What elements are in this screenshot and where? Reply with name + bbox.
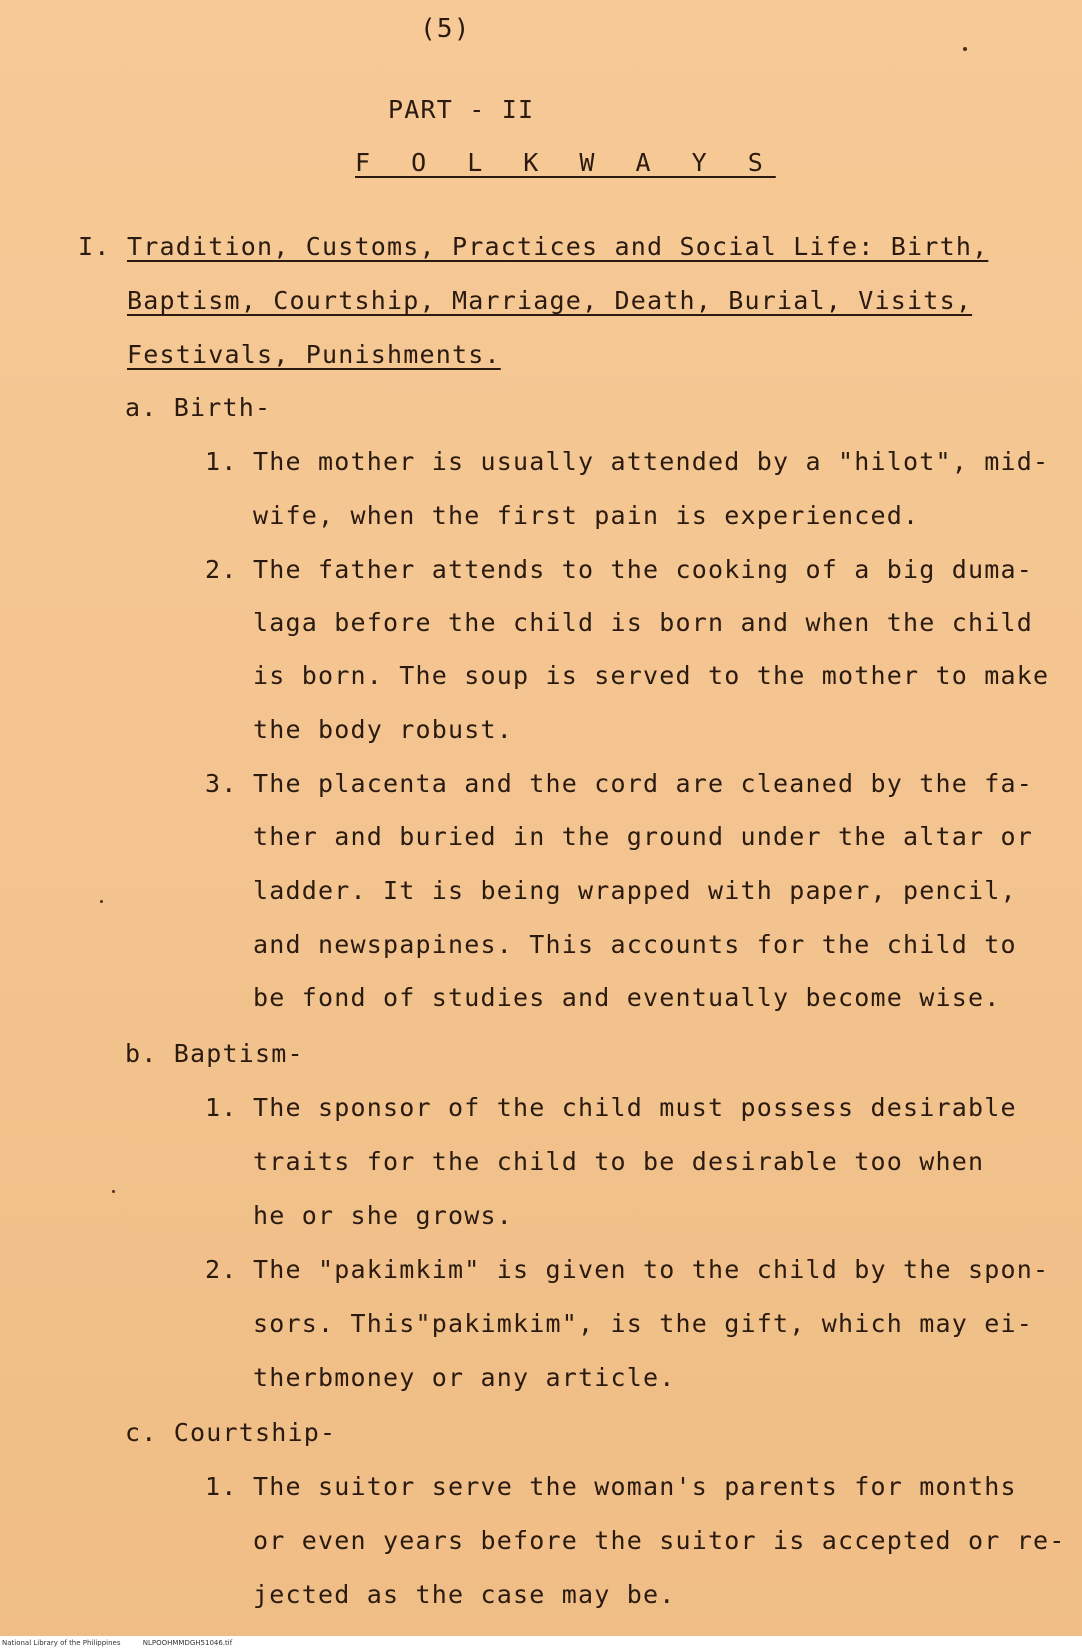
item-line: wife, when the first pain is experienced. bbox=[253, 501, 920, 530]
item-line: therbmoney or any article. bbox=[253, 1363, 676, 1392]
item-line: The mother is usually attended by a "hilot", mid- bbox=[253, 447, 1050, 476]
paper-speck bbox=[100, 900, 103, 903]
item-line: ther and buried in the ground under the altar or bbox=[253, 822, 1034, 851]
paper-speck bbox=[963, 47, 967, 51]
item-line: The father attends to the cooking of a big duma- bbox=[253, 555, 1034, 584]
footer-library: National Library of the Philippines bbox=[2, 1639, 121, 1647]
item-line: The suitor serve the woman's parents for months bbox=[253, 1472, 1017, 1501]
item-line: is born. The soup is served to the mother to make bbox=[253, 661, 1050, 690]
item-number: 3. bbox=[205, 769, 238, 798]
item-number: 1. bbox=[205, 1472, 238, 1501]
item-line: The placenta and the cord are cleaned by the fa- bbox=[253, 769, 1034, 798]
page-number: (5) bbox=[420, 14, 471, 44]
part-heading: PART - II bbox=[388, 95, 535, 124]
item-line: the body robust. bbox=[253, 715, 514, 744]
item-line: traits for the child to be desirable too when bbox=[253, 1147, 985, 1176]
topic-line: Tradition, Customs, Practices and Social Life: Birth, bbox=[127, 232, 989, 261]
item-number: 2. bbox=[205, 1255, 238, 1284]
scan-footer bbox=[0, 1636, 1082, 1650]
topic-line: Baptism, Courtship, Marriage, Death, Burial, Visits, bbox=[127, 286, 973, 315]
item-number: 1. bbox=[205, 1093, 238, 1122]
item-line: or even years before the suitor is accepted or re- bbox=[253, 1526, 1066, 1555]
section-title: F O L K W A Y S bbox=[355, 148, 776, 177]
item-line: he or she grows. bbox=[253, 1201, 514, 1230]
item-line: laga before the child is born and when the child bbox=[253, 608, 1034, 637]
section-heading: b. Baptism- bbox=[125, 1039, 304, 1068]
item-line: The "pakimkim" is given to the child by the spon- bbox=[253, 1255, 1050, 1284]
footer-file-id: NLPOOHMMDGH51046.tif bbox=[142, 1639, 233, 1647]
topic-numeral: I. bbox=[78, 232, 111, 261]
section-heading: c. Courtship- bbox=[125, 1418, 337, 1447]
paper-speck bbox=[112, 1190, 115, 1193]
item-number: 2. bbox=[205, 555, 238, 584]
item-line: ladder. It is being wrapped with paper, pencil, bbox=[253, 876, 1017, 905]
item-line: sors. This"pakimkim", is the gift, which may ei- bbox=[253, 1309, 1034, 1338]
item-line: The sponsor of the child must possess desirable bbox=[253, 1093, 1017, 1122]
item-line: and newspapines. This accounts for the child to bbox=[253, 930, 1017, 959]
item-line: jected as the case may be. bbox=[253, 1580, 676, 1609]
section-heading: a. Birth- bbox=[125, 393, 272, 422]
item-number: 1. bbox=[205, 447, 238, 476]
item-line: be fond of studies and eventually become wise. bbox=[253, 983, 1001, 1012]
topic-line: Festivals, Punishments. bbox=[127, 340, 501, 369]
